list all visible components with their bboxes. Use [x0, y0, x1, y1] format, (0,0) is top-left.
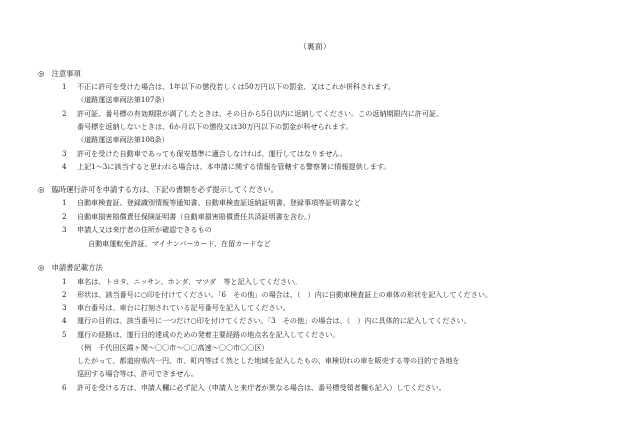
item-text: 形状は、該当番号に○印を付けてください。「6 その他」の場合は、（ ）内に自動車検査証上の車体の形状を記入してください。 [77, 290, 493, 299]
item-number: 1 [62, 277, 67, 286]
item-text: 許可を受けた自動車であっても保安基準に適合しなければ、運行してはなりません。 [77, 149, 347, 158]
item-text: 申請人又は来庁者の住所が確認できるもの [77, 225, 212, 234]
item-number: 1 [62, 198, 67, 207]
item-text: 自動車検査証、登録識別情報等通知書、自動車検査証返納証明書、登録事項等証明書など [77, 198, 361, 207]
item-text: 自動車損害賠償責任保険証明書（自動車損害賠償責任共済証明書を含む。） [77, 212, 315, 221]
page-title: （裏面） [299, 42, 331, 51]
item-text: 巡回する場合等は、許可できません。 [77, 369, 199, 378]
item-number: 3 [62, 149, 67, 158]
item-number: 2 [62, 212, 67, 221]
item-text: 許可を受ける方は、申請人欄に必ず記入（申請人と来庁者が異なる場合は、番号標受領者欄も記入）してください。 [77, 383, 446, 392]
section-heading-notes: ◎ 注意事項 [38, 69, 81, 78]
item-number: 4 [62, 316, 67, 325]
item-text: （例 千代田区霞ヶ関～〇〇市～〇〇高速～〇〇市〇〇区） [77, 343, 269, 352]
item-text: （道路運送車両法第107条） [77, 95, 169, 104]
item-number: 3 [62, 303, 67, 312]
item-text: （道路運送車両法第108条） [77, 135, 169, 144]
section-heading-instructions: ◎ 申請書記載方法 [38, 263, 103, 272]
item-text: 運行の経路は、運行目的達成のための発着主要経路の地点名を記入してください。 [77, 330, 340, 339]
item-text: したがって、都道府県内一円、市、町内等ばく然とした地域を記入したもの、車検切れの車を販売する等の目的で各地を [77, 356, 460, 365]
item-text: 車台番号は、車台に打刻されている記号番号を記入してください。 [77, 303, 290, 312]
item-number: 1 [62, 82, 67, 91]
item-number: 5 [62, 330, 67, 339]
section-heading-required-documents: ◎ 臨時運行許可を申請する方は、下記の書類を必ず提示してください。 [38, 185, 278, 194]
item-number: 2 [62, 109, 67, 118]
item-text: 許可証、番号標の有効期限が満了したときは、その日から5日以内に返納してください。この返納期限内に許可証、 [77, 109, 444, 118]
item-text: 不正に許可を受けた場合は、1年以下の懲役若しくは50万円以下の罰金、又はこれが併科されます。 [77, 82, 395, 91]
item-text: 上記1～3に該当すると思われる場合は、本申請に関する情報を管轄する警察署に情報提供します。 [77, 162, 391, 171]
item-number: 2 [62, 290, 67, 299]
item-text: 自動車運転免許証、マイナンバーカード、在留カードなど [88, 239, 271, 248]
item-text: 運行の目的は、該当番号に一つだけ○印を付けてください。「3 その他」の場合は、（ ）内に具体的に記入してください。 [77, 316, 471, 325]
item-number: 4 [62, 162, 67, 171]
item-text: 車名は、トヨタ、ニッサン、ホンダ、マツダ 等と記入してください。 [77, 277, 302, 286]
item-text: 番号標を返納しないときは、6か月以下の懲役又は30万円以下の罰金が科せられます。 [77, 122, 353, 131]
item-number: 3 [62, 225, 67, 234]
item-number: 6 [62, 383, 67, 392]
